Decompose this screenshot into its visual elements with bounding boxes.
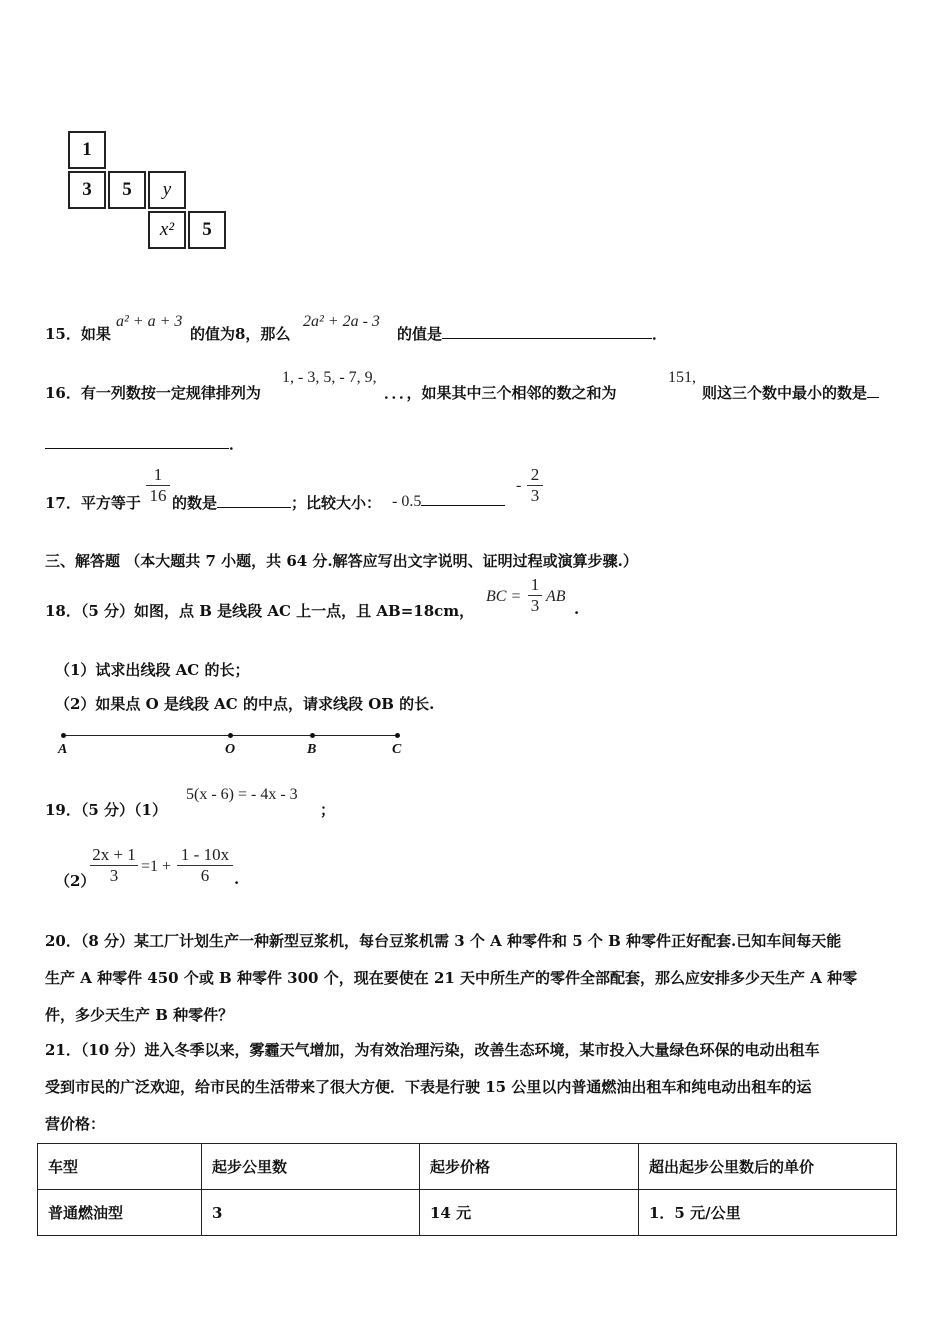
grid-cell: 3 [68,171,106,209]
table-row [38,1190,897,1236]
fraction-1-minus-10x-over-6 [177,845,233,886]
question-21-line-1: 21．（10 分）进入冬季以来，雾霾天气增加，为有效治理污染，改善生态环境，某市投入大量绿色环保的电动出租车 [45,1041,820,1059]
table-header: 超出起步公里数后的单价 [639,1144,897,1190]
sub-question-1: （1）试求出线段 AC 的长； [55,661,250,679]
math-lhs: BC = [486,588,522,605]
table-cell: 3 [202,1190,420,1236]
price-table [37,1143,897,1236]
sub-question-2: （2）如果点 O 是线段 AC 的中点，请求线段 OB 的长. [55,695,435,713]
denominator: 3 [90,865,138,886]
period: . [574,600,580,618]
question-21-line-3: 营价格： [45,1115,106,1133]
question-text: 则这三个数中最小的数是 [702,384,868,402]
math-sequence: 1, - 3, 5, - 7, 9, [282,369,377,386]
grid-cell: x² [148,211,186,249]
question-text: 如果 [80,325,111,343]
question-17-mid [172,492,381,513]
table-header: 车型 [38,1144,202,1190]
question-15 [45,323,111,344]
section-heading: 三、解答题 （本大题共 7 小题，共 64 分.解答应写出文字说明、证明过程或演算步骤.） [45,552,638,570]
question-number: 18． [45,602,81,620]
question-20-line-1: 20．（8 分）某工厂计划生产一种新型豆浆机，每台豆浆机需 3 个 A 种零件和 5 个 B 种零件正好配套.已知车间每天能 [45,932,842,950]
question-text: ． [229,435,245,453]
question-text [384,382,617,403]
question-number: 15． [45,325,81,343]
fraction-two-thirds [527,465,543,506]
denominator: 3 [527,485,543,506]
label-o: O [225,742,236,757]
question-15-tail [397,323,667,344]
grid-cell: 1 [68,131,106,169]
equation-middle: =1 + [141,858,172,875]
question-16-blank-line [45,433,244,454]
grid-cell: 5 [108,171,146,209]
question-16-tail [702,382,879,403]
math-expression: a² + a + 3 [116,313,183,330]
period: . [234,870,240,888]
question-text: 的值为8，那么 [190,325,291,343]
label-b: B [307,742,317,757]
question-20-line-2: 生产 A 种零件 450 个或 B 种零件 300 个，现在要使在 21 天中所生产的零件全部配套，那么应安排多少天生产 A 种零 [45,969,858,987]
table-cell: 14 元 [420,1190,639,1236]
denominator: 3 [528,595,542,616]
grid-cell: y [148,171,186,209]
question-text: （5 分）如图，点 B 是线段 AC 上一点，且 AB=18cm， [80,602,475,620]
question-19 [45,799,167,820]
point-b [310,733,315,738]
answer-blank[interactable] [217,493,291,508]
ellipsis: ．．．， [384,384,422,402]
fraction-one-third [528,575,542,616]
answer-blank[interactable] [421,491,505,506]
answer-blank[interactable] [442,324,652,339]
table-header: 起步公里数 [202,1144,420,1190]
table-header-row [38,1144,897,1190]
numerator: 2 [530,465,540,484]
numerator: 1 [530,575,540,594]
equation-1: 5(x - 6) = - 4x - 3 [186,786,298,803]
answer-blank[interactable] [45,434,229,449]
question-number: 17． [45,494,81,512]
numerator: 1 - 10x [180,845,230,864]
question-21-line-2: 受到市民的广泛欢迎，给市民的生活带来了很大方便．下表是行驶 15 公里以内普通燃油出租车和纯电动出租车的运 [45,1078,812,1096]
question-text: 的值是 [397,325,443,343]
point-c [395,733,400,738]
question-text: 有一列数按一定规律排列为 [80,384,261,402]
table-cell: 1．5 元/公里 [639,1190,897,1236]
question-text: （5 分）（1） [80,801,167,819]
question-text: ；比较大小： [291,494,382,512]
label-a: A [58,742,68,757]
semicolon: ； [320,801,336,819]
numerator: 2x + 1 [92,845,136,864]
question-text: ． [652,325,668,343]
question-20-line-3: 件，多少天生产 B 种零件？ [45,1006,234,1024]
math-rhs: AB [546,588,566,605]
table-header: 起步价格 [420,1144,639,1190]
question-text: 如果其中三个相邻的数之和为 [421,384,617,402]
question-text: 的数是 [172,494,218,512]
denominator: 6 [177,865,233,886]
answer-blank[interactable] [867,383,879,398]
question-text: 平方等于 [80,494,141,512]
math-sum: 151, [668,369,696,386]
math-expression: 2a² + 2a - 3 [303,313,380,330]
numerator: 1 [153,465,163,484]
point-a [61,733,66,738]
minus-sign: - [516,477,522,494]
value: - 0.5 [392,493,422,510]
question-number: 19． [45,801,81,819]
question-number: 16． [45,384,81,402]
compare-value [392,491,505,511]
fraction-one-sixteenth [146,465,170,506]
point-o [228,733,233,738]
fraction-2x-plus-1-over-3 [90,845,138,886]
grid-cell: 5 [188,211,226,249]
sub-label-2: （2） [55,872,96,890]
question-17 [45,492,141,513]
question-18 [45,600,474,621]
label-c: C [392,742,402,757]
question-16 [45,382,261,403]
denominator: 16 [146,485,170,506]
table-cell: 普通燃油型 [38,1190,202,1236]
